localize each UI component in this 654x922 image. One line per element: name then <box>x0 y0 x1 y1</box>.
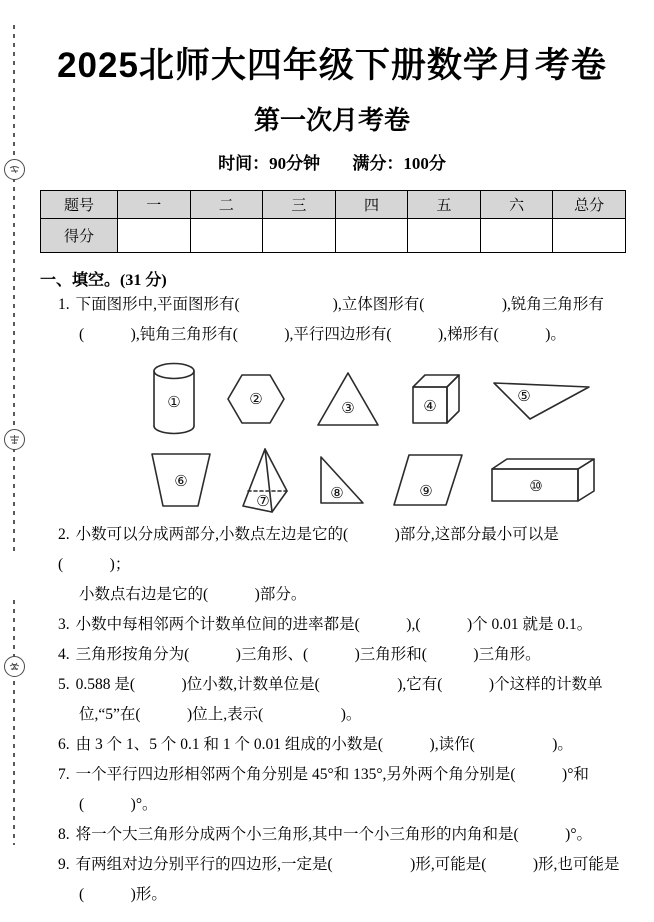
full-score: 满分：100分 <box>352 154 446 174</box>
score-cell <box>190 219 263 253</box>
svg-text:⑩: ⑩ <box>529 477 543 496</box>
shape-figure-row-2 <box>146 446 624 514</box>
question-text: ( ),钝角三角形有( ),平行四边形有( ),梯形有( )。 <box>79 326 566 344</box>
question-text: ( )°。 <box>79 796 158 814</box>
header-cell-total: 总分 <box>553 191 626 219</box>
score-table-header-row <box>41 191 626 219</box>
question-number: 3. <box>58 616 70 634</box>
header-cell-3: 三 <box>263 191 336 219</box>
svg-text:②: ② <box>249 390 263 409</box>
svg-text:⑤: ⑤ <box>517 387 531 406</box>
svg-text:⑦: ⑦ <box>256 492 270 511</box>
seal-line-lower <box>13 600 15 845</box>
question-text: 有两组对边分别平行的四边形,一定是( )形,可能是( )形,也可能是 <box>75 856 620 874</box>
question-8 <box>58 820 624 850</box>
cylinder-shape <box>152 362 196 436</box>
question-text: 小数可以分成两部分,小数点左边是它的( )部分,这部分最小可以是( )； <box>58 526 559 574</box>
exam-paper <box>40 0 624 910</box>
header-cell-4: 四 <box>335 191 408 219</box>
pyramid-shape <box>240 446 290 514</box>
question-text: 0.588 是( )位小数,计数单位是( ),它有( )个这样的计数单 <box>75 676 603 694</box>
question-number: 6. <box>58 736 70 754</box>
question-text: 下面图形中,平面图形有( ),立体图形有( ),锐角三角形有 <box>75 296 604 314</box>
question-text: 将一个大三角形分成两个小三角形,其中一个小三角形的内角和是( )°。 <box>75 826 593 844</box>
score-table-score-row <box>41 219 626 253</box>
question-9 <box>58 850 624 910</box>
cube-shape <box>410 371 462 427</box>
triangle-shape <box>316 370 380 428</box>
seal-stamp-icon <box>4 429 25 450</box>
question-number: 5. <box>58 676 70 694</box>
page-title: 2025北师大四年级下册数学月考卷 <box>57 46 607 85</box>
question-number: 2. <box>58 526 70 544</box>
question-text: 三角形按角分为( )三角形、( )三角形和( )三角形。 <box>75 646 541 664</box>
exam-subtitle: 第一次月考卷 <box>253 106 410 136</box>
question-text: 一个平行四边形相邻两个角分别是 45°和 135°,另外两个角分别是( )°和 <box>75 766 589 784</box>
hexagon-shape <box>226 373 286 425</box>
section-one-heading: 一、填空。(31 分) <box>40 272 167 290</box>
question-number: 8. <box>58 826 70 844</box>
seal-stamp-icon <box>4 656 25 677</box>
question-number: 7. <box>58 766 70 784</box>
question-text: ( )形。 <box>79 886 167 904</box>
question-text: 由 3 个 1、5 个 0.1 和 1 个 0.01 组成的小数是( ),读作( )。 <box>75 736 573 754</box>
question-1 <box>58 290 624 350</box>
exam-meta <box>40 149 624 174</box>
trapezoid-shape <box>146 451 214 509</box>
question-2 <box>58 520 624 610</box>
question-7 <box>58 760 624 820</box>
seal-stamp-icon <box>4 159 25 180</box>
score-row-label: 得分 <box>41 219 118 253</box>
svg-text:④: ④ <box>423 397 437 416</box>
question-number: 9. <box>58 856 70 874</box>
score-table <box>40 190 626 253</box>
score-cell <box>118 219 191 253</box>
question-6 <box>58 730 624 760</box>
score-cell <box>263 219 336 253</box>
question-number: 4. <box>58 646 70 664</box>
cuboid-shape <box>490 456 600 504</box>
header-cell-2: 二 <box>190 191 263 219</box>
svg-text:⑨: ⑨ <box>419 482 433 501</box>
question-5 <box>58 670 624 730</box>
score-cell <box>335 219 408 253</box>
svg-text:⑧: ⑧ <box>330 484 344 503</box>
seal-line-upper <box>13 25 15 555</box>
shape-figure-row-1 <box>152 362 624 436</box>
question-3 <box>58 610 624 640</box>
score-cell <box>480 219 553 253</box>
right-triangle-shape <box>316 454 366 506</box>
question-text: 位,“5”在( )位上,表示( )。 <box>79 706 362 724</box>
svg-text:③: ③ <box>341 399 355 418</box>
parallelogram-shape <box>392 452 464 508</box>
question-text: 小数中每相邻两个计数单位间的进率都是( ),( )个 0.01 就是 0.1。 <box>75 616 593 634</box>
obtuse-triangle-shape <box>492 376 592 422</box>
question-4 <box>58 640 624 670</box>
score-cell <box>408 219 481 253</box>
time-limit: 时间：90分钟 <box>218 154 321 174</box>
svg-text:⑥: ⑥ <box>174 472 188 491</box>
score-cell-total <box>553 219 626 253</box>
question-number: 1. <box>58 296 70 314</box>
header-cell-5: 五 <box>408 191 481 219</box>
header-cell-6: 六 <box>480 191 553 219</box>
header-cell-question-number: 题号 <box>41 191 118 219</box>
header-cell-1: 一 <box>118 191 191 219</box>
question-text: 小数点右边是它的( )部分。 <box>79 586 307 604</box>
svg-text:①: ① <box>167 393 181 412</box>
